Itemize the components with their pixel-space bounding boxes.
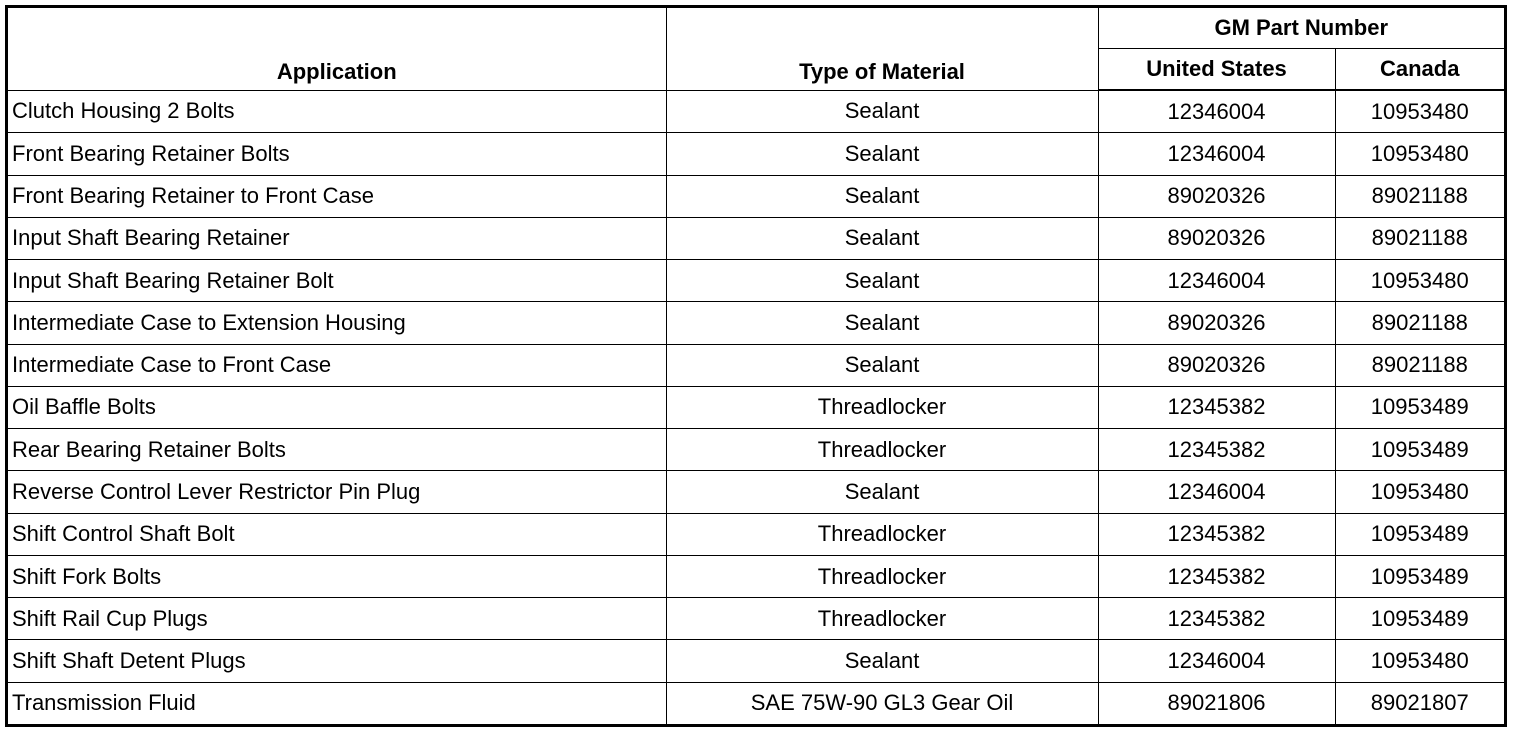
cell-part-number-canada: 10953489 bbox=[1335, 386, 1504, 428]
parts-table bbox=[8, 8, 1504, 724]
cell-type-of-material: Sealant bbox=[666, 175, 1098, 217]
cell-part-number-us: 12345382 bbox=[1098, 598, 1335, 640]
cell-application: Intermediate Case to Extension Housing bbox=[8, 302, 666, 344]
cell-part-number-canada: 10953480 bbox=[1335, 471, 1504, 513]
cell-part-number-canada: 10953480 bbox=[1335, 133, 1504, 175]
cell-part-number-canada: 89021188 bbox=[1335, 217, 1504, 259]
cell-type-of-material: Threadlocker bbox=[666, 429, 1098, 471]
cell-type-of-material: Sealant bbox=[666, 133, 1098, 175]
cell-type-of-material: Sealant bbox=[666, 90, 1098, 133]
table-row bbox=[8, 555, 1504, 597]
table-row bbox=[8, 175, 1504, 217]
header-canada: Canada bbox=[1335, 49, 1504, 91]
cell-part-number-us: 89020326 bbox=[1098, 217, 1335, 259]
cell-type-of-material: Threadlocker bbox=[666, 386, 1098, 428]
table-header bbox=[8, 8, 1504, 90]
cell-part-number-us: 89021806 bbox=[1098, 682, 1335, 724]
cell-type-of-material: Sealant bbox=[666, 302, 1098, 344]
cell-application: Clutch Housing 2 Bolts bbox=[8, 90, 666, 133]
cell-part-number-canada: 10953480 bbox=[1335, 640, 1504, 682]
table-row bbox=[8, 386, 1504, 428]
header-type-of-material: Type of Material bbox=[666, 8, 1098, 90]
cell-part-number-canada: 10953489 bbox=[1335, 513, 1504, 555]
cell-part-number-us: 89020326 bbox=[1098, 344, 1335, 386]
table-row bbox=[8, 90, 1504, 133]
cell-type-of-material: Sealant bbox=[666, 471, 1098, 513]
cell-type-of-material: Threadlocker bbox=[666, 513, 1098, 555]
cell-application: Input Shaft Bearing Retainer bbox=[8, 217, 666, 259]
cell-part-number-canada: 10953489 bbox=[1335, 598, 1504, 640]
cell-type-of-material: Sealant bbox=[666, 217, 1098, 259]
cell-application: Rear Bearing Retainer Bolts bbox=[8, 429, 666, 471]
cell-part-number-us: 12346004 bbox=[1098, 90, 1335, 133]
cell-part-number-canada: 89021807 bbox=[1335, 682, 1504, 724]
cell-part-number-canada: 89021188 bbox=[1335, 175, 1504, 217]
cell-part-number-us: 12345382 bbox=[1098, 386, 1335, 428]
cell-part-number-canada: 89021188 bbox=[1335, 302, 1504, 344]
cell-part-number-us: 12346004 bbox=[1098, 133, 1335, 175]
cell-application: Input Shaft Bearing Retainer Bolt bbox=[8, 260, 666, 302]
cell-application: Oil Baffle Bolts bbox=[8, 386, 666, 428]
cell-part-number-canada: 89021188 bbox=[1335, 344, 1504, 386]
cell-part-number-us: 12345382 bbox=[1098, 513, 1335, 555]
table-row bbox=[8, 133, 1504, 175]
cell-part-number-us: 89020326 bbox=[1098, 302, 1335, 344]
table-row bbox=[8, 344, 1504, 386]
header-application: Application bbox=[8, 8, 666, 90]
table-row bbox=[8, 429, 1504, 471]
cell-part-number-canada: 10953480 bbox=[1335, 260, 1504, 302]
cell-application: Shift Control Shaft Bolt bbox=[8, 513, 666, 555]
table-row bbox=[8, 513, 1504, 555]
cell-part-number-us: 12345382 bbox=[1098, 429, 1335, 471]
table-row bbox=[8, 682, 1504, 724]
cell-application: Front Bearing Retainer Bolts bbox=[8, 133, 666, 175]
cell-application: Transmission Fluid bbox=[8, 682, 666, 724]
table-row bbox=[8, 640, 1504, 682]
table-row bbox=[8, 471, 1504, 513]
cell-type-of-material: Threadlocker bbox=[666, 555, 1098, 597]
parts-table-container bbox=[5, 5, 1507, 727]
header-united-states: United States bbox=[1098, 49, 1335, 91]
cell-application: Shift Shaft Detent Plugs bbox=[8, 640, 666, 682]
table-row bbox=[8, 217, 1504, 259]
cell-part-number-us: 12346004 bbox=[1098, 640, 1335, 682]
header-gm-part-number: GM Part Number bbox=[1098, 8, 1504, 49]
cell-type-of-material: Sealant bbox=[666, 344, 1098, 386]
cell-part-number-canada: 10953480 bbox=[1335, 90, 1504, 133]
cell-part-number-canada: 10953489 bbox=[1335, 555, 1504, 597]
cell-application: Reverse Control Lever Restrictor Pin Plug bbox=[8, 471, 666, 513]
table-row bbox=[8, 598, 1504, 640]
cell-part-number-us: 12346004 bbox=[1098, 260, 1335, 302]
cell-application: Intermediate Case to Front Case bbox=[8, 344, 666, 386]
table-row bbox=[8, 302, 1504, 344]
cell-part-number-us: 89020326 bbox=[1098, 175, 1335, 217]
cell-application: Shift Rail Cup Plugs bbox=[8, 598, 666, 640]
cell-type-of-material: Threadlocker bbox=[666, 598, 1098, 640]
cell-type-of-material: SAE 75W-90 GL3 Gear Oil bbox=[666, 682, 1098, 724]
cell-application: Shift Fork Bolts bbox=[8, 555, 666, 597]
cell-type-of-material: Sealant bbox=[666, 640, 1098, 682]
cell-part-number-us: 12345382 bbox=[1098, 555, 1335, 597]
table-row bbox=[8, 260, 1504, 302]
cell-type-of-material: Sealant bbox=[666, 260, 1098, 302]
header-row-top bbox=[8, 8, 1504, 49]
cell-application: Front Bearing Retainer to Front Case bbox=[8, 175, 666, 217]
cell-part-number-us: 12346004 bbox=[1098, 471, 1335, 513]
table-body bbox=[8, 90, 1504, 724]
cell-part-number-canada: 10953489 bbox=[1335, 429, 1504, 471]
